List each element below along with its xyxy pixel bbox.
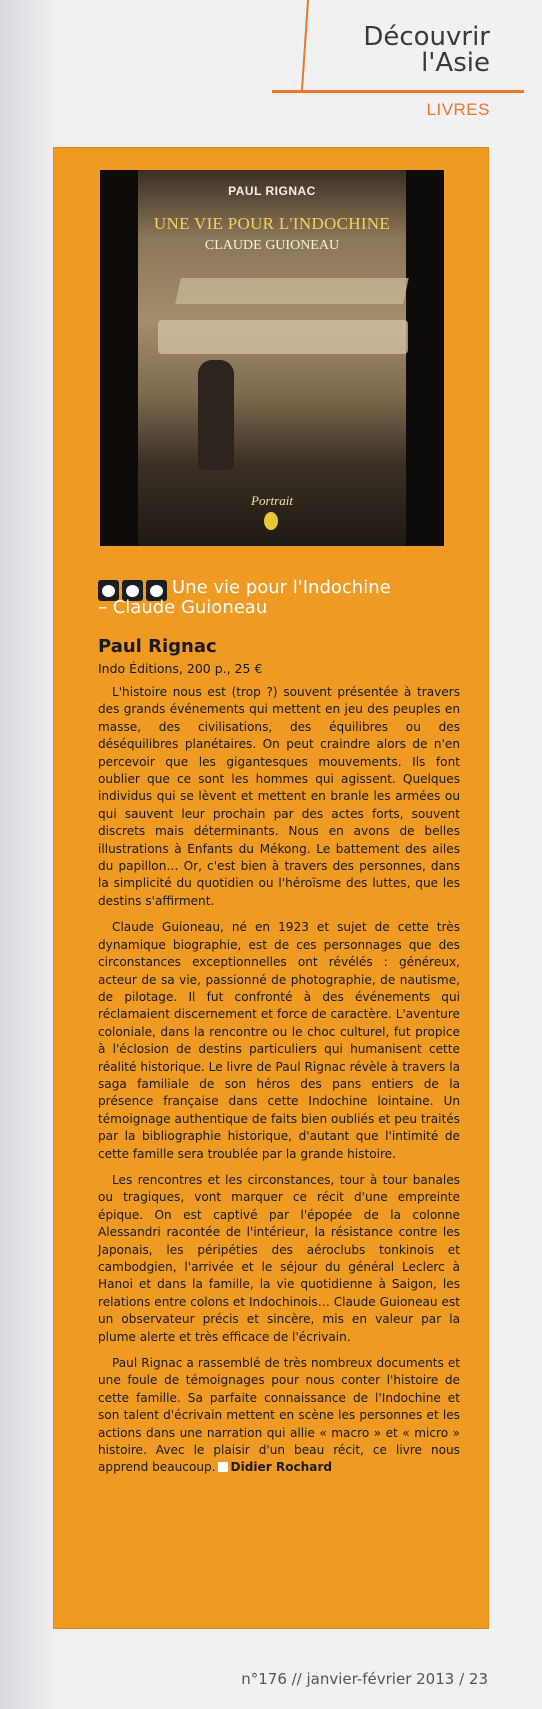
rubric-title-line1: Découvrir [363, 22, 490, 52]
book-title-line2: – Claude Guioneau [98, 597, 268, 618]
book-title: Une vie pour l'Indochine [172, 577, 391, 598]
pilot-figure-shape [198, 360, 234, 470]
article-body [98, 684, 460, 1486]
cover-title: UNE VIE POUR L'INDOCHINE [153, 214, 391, 233]
signature: Didier Rochard [230, 1460, 333, 1475]
rubric-title [363, 24, 490, 76]
article-paragraph-last [98, 1355, 460, 1477]
rubric-divider-line [300, 0, 310, 90]
publisher-info: Indo Éditions, 200 p., 25 € [98, 661, 263, 676]
section-label: LIVRES [426, 100, 490, 119]
cover-subtitle: CLAUDE GUIONEAU [204, 238, 340, 253]
article-paragraph: L'histoire nous est (trop ?) souvent présentée à travers des grands événements qui mettent en jeu des peuples en masse, des civilisations, des équilibres ou des déséquilibres planétaires. On peut craindre alors de n'en percevoir que les gigantesques mouvements. Ils font oublier que ce sont les hommes qui agissent. Quelques individus qui se lèvent et mettent en branle les armées ou qui sauvent leur prochain par des actes forts, souvent discrets mais déterminants. Nous en avons de belles illustrations à Enfants du Mékong. Le battement des ailes du papillon… Or, c'est bien à travers des personnes, dans la simplicité du quotidien ou l'héroïsme des luttes, que les destins s'affirment. [98, 685, 460, 908]
cover-author: PAUL RIGNAC [228, 184, 316, 198]
book-author: Paul Rignac [98, 636, 217, 657]
rubric-underline [272, 90, 524, 93]
page-footer: n°176 // janvier-février 2013 / 23 [241, 1670, 488, 1688]
biplane-wing-shape [175, 278, 409, 304]
book-cover [100, 170, 444, 546]
rubric-title-line2: l'Asie [421, 48, 490, 78]
page-gutter-shadow [0, 0, 60, 1709]
article-paragraph-text: Paul Rignac a rassemblé de très nombreux documents et une foule de témoignages pour nous conter l'histoire de cette famille. Sa parfaite connaissance de l'Indochine et son talent d'écrivain mettent en scène les personnes et les actions dans une narration qui allie « macro » et « micro » histoire. Avec le plaisir d'un beau récit, ce livre nous apprend beaucoup. [98, 1356, 460, 1475]
book-review-card [54, 148, 488, 1628]
article-paragraph: Les rencontres et les circonstances, tour à tour banales ou tragiques, vont marquer ce récit d'une empreinte épique. On est captivé par l'épopée de la colonne Alessandri racontée de l'intérieur, la résistance contre les Japonais, les péripéties des aéroclubs tonkinois et cambodgien, l'arrivée et le séjour du général Leclerc à Hanoi et dans la famille, la vie quotidienne à Saigon, les relations entre colons et Indochinois… Claude Guioneau est un observateur précis et sincère, mis en valeur par la plume alerte et très efficace de l'écrivain. [98, 1172, 460, 1344]
end-square-icon [218, 1462, 228, 1472]
cover-collection: Portrait [251, 493, 293, 508]
publisher-logo-icon [264, 512, 278, 530]
biplane-body-shape [158, 320, 408, 354]
article-paragraph: Claude Guioneau, né en 1923 et sujet de cette très dynamique biographie, est de ces personnages que des circonstances exceptionnelles ont révélés : généreux, acteur de sa vie, passionné de photographie, de nautisme, de pilotage. Il fut confronté à des événements qui réclamaient discernement et force de caractère. L'aventure coloniale, dans la rencontre ou le choc culturel, fut propice à l'éclosion de destins particuliers qui humanisent cette réalité historique. Le livre de Paul Rignac révèle à travers la saga familiale de son héros des pans entiers de la présence française dans cette Indochine lointaine. Un témoignage authentique de faits bien oubliés et peu traités par la bibliographie historique, d'autant que l'intimité de cette famille sera troublée par la grande histoire. [98, 920, 460, 1161]
